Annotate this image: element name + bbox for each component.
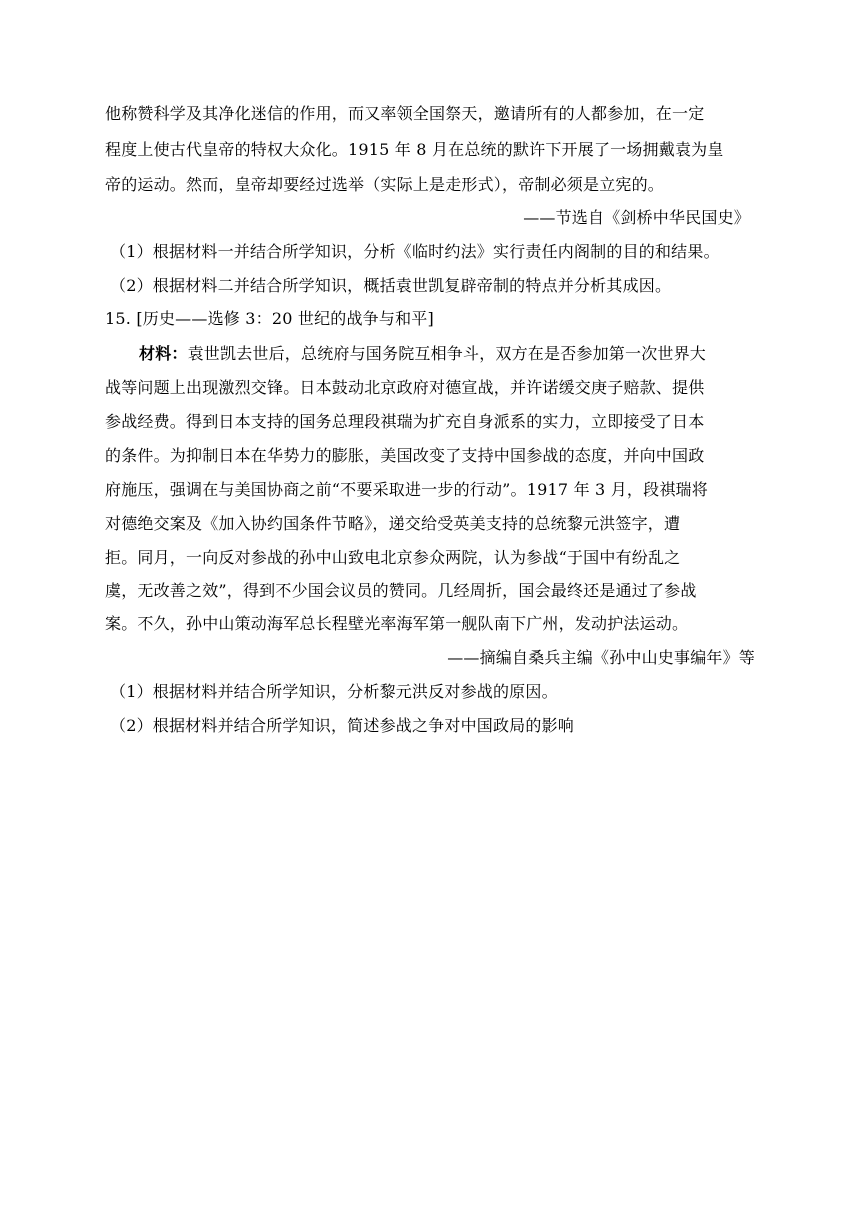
q15-part-2: （2）根据材料并结合所学知识，简述参战之争对中国政局的影响 (110, 716, 574, 735)
source-citation-2: ——摘编自桑兵主编《孙中山史事编年》等 (447, 648, 755, 667)
section-15-title: 15. [历史——选修 3：20 世纪的战争与和平] (105, 309, 434, 328)
material-line-4: 的条件。为抑制日本在华势力的膨胀，美国改变了支持中国参战的态度，并向中国政 (105, 446, 705, 465)
material-line-7: 拒。同月，一向反对参战的孙中山致电北京参众两院，认为参战“于国中有纷乱之 (105, 548, 681, 567)
material-line-9: 案。不久，孙中山策动海军总长程壁光率海军第一舰队南下广州，发动护法运动。 (105, 614, 689, 633)
material-label: 材料： (139, 344, 188, 363)
material-two-line-2: 程度上使古代皇帝的特权大众化。1915 年 8 月在总统的默许下开展了一场拥戴袁为皇 (105, 140, 724, 159)
q14-part-2: （2）根据材料二并结合所学知识，概括袁世凯复辟帝制的特点并分析其成因。 (110, 276, 672, 295)
material-line-5: 府施压，强调在与美国协商之前“不要采取进一步的行动”。1917 年 3 月，段祺瑞将 (105, 480, 708, 499)
material-two-line-3: 帝的运动。然而，皇帝却要经过选举（实际上是走形式），帝制必须是立宪的。 (105, 175, 665, 194)
material-line-2: 战等问题上出现激烈交锋。日本鼓动北京政府对德宣战，并许诺缓交庚子赔款、提供 (105, 378, 705, 397)
material-two-line-1: 他称赞科学及其净化迷信的作用，而又率领全国祭天，邀请所有的人都参加，在一定 (105, 104, 705, 123)
source-citation-1: ——节选自《剑桥中华民国史》 (523, 208, 750, 227)
material-line-1 (139, 344, 755, 364)
material-line-8: 虞，无改善之效”，得到不少国会议员的赞同。几经周折，国会最终还是通过了参战 (105, 581, 697, 600)
material-line-3: 参战经费。得到日本支持的国务总理段祺瑞为扩充自身派系的实力，立即接受了日本 (105, 412, 705, 431)
q14-part-1: （1）根据材料一并结合所学知识，分析《临时约法》实行责任内阁制的目的和结果。 (110, 242, 720, 261)
q15-part-1: （1）根据材料并结合所学知识，分析黎元洪反对参战的原因。 (110, 682, 558, 701)
material-line-1-text: 袁世凯去世后，总统府与国务院互相争斗，双方在是否参加第一次世界大 (187, 344, 707, 363)
material-line-6: 对德绝交案及《加入协约国条件节略》，递交给受英美支持的总统黎元洪签字，遭 (105, 514, 681, 533)
